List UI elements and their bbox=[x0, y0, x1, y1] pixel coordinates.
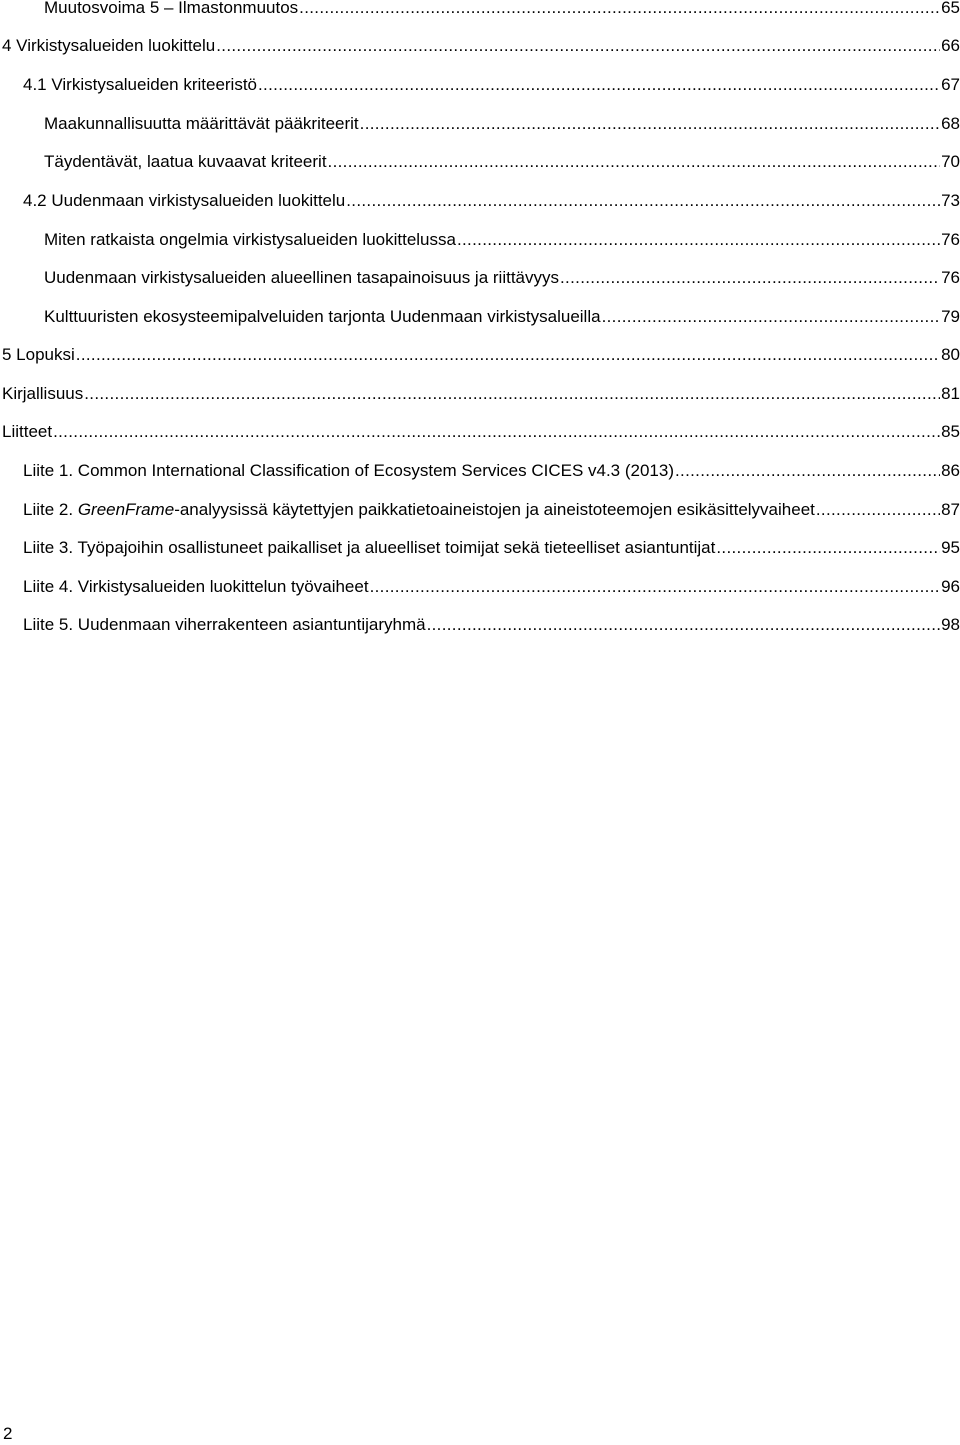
toc-entry-page: 76 bbox=[941, 230, 960, 249]
toc-entry-label: Liite 1. Common International Classification of Ecosystem Services CICES v4.3 (2013) bbox=[23, 461, 674, 480]
toc-dot-leader bbox=[346, 190, 940, 212]
toc-entry-page: 73 bbox=[941, 191, 960, 210]
toc-entry-page: 81 bbox=[941, 384, 960, 403]
toc-entry-label: Liitteet bbox=[2, 422, 53, 441]
toc-entry-page: 67 bbox=[941, 75, 960, 94]
toc-entry-page: 80 bbox=[941, 345, 960, 364]
toc-entry-page: 68 bbox=[941, 114, 960, 133]
toc-entry[interactable] bbox=[44, 306, 960, 328]
toc-entry-label: 4.2 Uudenmaan virkistysalueiden luokittelu bbox=[23, 191, 346, 210]
toc-dot-leader bbox=[370, 576, 941, 598]
toc-entry-page: 95 bbox=[941, 538, 960, 557]
toc-entry-page: 98 bbox=[941, 615, 960, 634]
toc-entry[interactable] bbox=[23, 537, 960, 559]
toc-entry[interactable] bbox=[23, 499, 960, 521]
toc-dot-leader bbox=[716, 537, 940, 559]
toc-entry-label: 4.1 Virkistysalueiden kriteeristö bbox=[23, 75, 258, 94]
toc-entry[interactable] bbox=[23, 576, 960, 598]
toc-dot-leader bbox=[602, 306, 941, 328]
toc-entry-label: Muutosvoima 5 – Ilmastonmuutos bbox=[44, 0, 299, 17]
toc-entry-page: 66 bbox=[941, 36, 960, 55]
toc-dot-leader bbox=[84, 383, 940, 405]
toc-entry-page: 70 bbox=[941, 152, 960, 171]
toc-dot-leader bbox=[360, 113, 940, 135]
toc-dot-leader bbox=[299, 0, 940, 19]
toc-entry-label: Täydentävät, laatua kuvaavat kriteerit bbox=[44, 152, 327, 171]
toc-dot-leader bbox=[216, 35, 940, 57]
toc-entry-label: Liite 3. Työpajoihin osallistuneet paikalliset ja alueelliset toimijat sekä tieteelliset asiantuntijat bbox=[23, 538, 716, 557]
toc-entry-page: 79 bbox=[941, 307, 960, 326]
toc-entry-label-prefix: Liite 2. bbox=[23, 500, 78, 519]
toc-entry[interactable] bbox=[23, 614, 960, 636]
toc-entry-label: Kirjallisuus bbox=[2, 384, 84, 403]
toc-entry[interactable] bbox=[23, 460, 960, 482]
toc-entry-page: 96 bbox=[941, 577, 960, 596]
toc-entry-label: 4 Virkistysalueiden luokittelu bbox=[2, 36, 216, 55]
toc-dot-leader bbox=[675, 460, 940, 482]
toc-dot-leader bbox=[328, 151, 941, 173]
toc-entry-page: 76 bbox=[941, 268, 960, 287]
toc-entry[interactable] bbox=[44, 113, 960, 135]
toc-dot-leader bbox=[427, 614, 941, 636]
toc-entry[interactable] bbox=[2, 344, 960, 366]
toc-entry-label bbox=[23, 499, 816, 521]
toc-entry[interactable] bbox=[44, 229, 960, 251]
toc-entry[interactable] bbox=[2, 383, 960, 405]
toc-entry-page: 87 bbox=[941, 500, 960, 519]
toc-entry[interactable] bbox=[2, 421, 960, 443]
toc-dot-leader bbox=[816, 499, 940, 521]
toc-entry-page: 86 bbox=[941, 461, 960, 480]
toc-entry-label: 5 Lopuksi bbox=[2, 345, 75, 364]
toc-entry-page: 65 bbox=[941, 0, 960, 17]
toc-dot-leader bbox=[258, 74, 940, 96]
toc-entry[interactable] bbox=[44, 151, 960, 173]
toc-dot-leader bbox=[76, 344, 940, 366]
toc-dot-leader bbox=[457, 229, 940, 251]
toc-entry-label: Kulttuuristen ekosysteemipalveluiden tarjonta Uudenmaan virkistysalueilla bbox=[44, 307, 601, 326]
toc-entry-label-italic: GreenFrame bbox=[77, 500, 175, 519]
toc-entry[interactable] bbox=[23, 190, 960, 212]
toc-entry[interactable] bbox=[44, 267, 960, 289]
toc-entry-label: Liite 4. Virkistysalueiden luokittelun työvaiheet bbox=[23, 577, 369, 596]
toc-entry[interactable] bbox=[23, 74, 960, 96]
toc-entry-label: Miten ratkaista ongelmia virkistysalueiden luokittelussa bbox=[44, 230, 456, 249]
toc-entry-label: Uudenmaan virkistysalueiden alueellinen tasapainoisuus ja riittävyys bbox=[44, 268, 560, 287]
toc-dot-leader bbox=[53, 421, 940, 443]
toc-entry-label: Maakunnallisuutta määrittävät pääkriteerit bbox=[44, 114, 359, 133]
toc-entry-label: Liite 5. Uudenmaan viherrakenteen asiantuntijaryhmä bbox=[23, 615, 426, 634]
toc-entry[interactable] bbox=[44, 0, 960, 19]
toc-dot-leader bbox=[560, 267, 940, 289]
toc-entry-label-suffix: -analyysissä käytettyjen paikkatietoaineistojen ja aineistoteemojen esikäsittelyvaiheet bbox=[174, 500, 815, 519]
toc-entry[interactable] bbox=[2, 35, 960, 57]
toc-entry-page: 85 bbox=[941, 422, 960, 441]
page-number: 2 bbox=[3, 1424, 13, 1443]
